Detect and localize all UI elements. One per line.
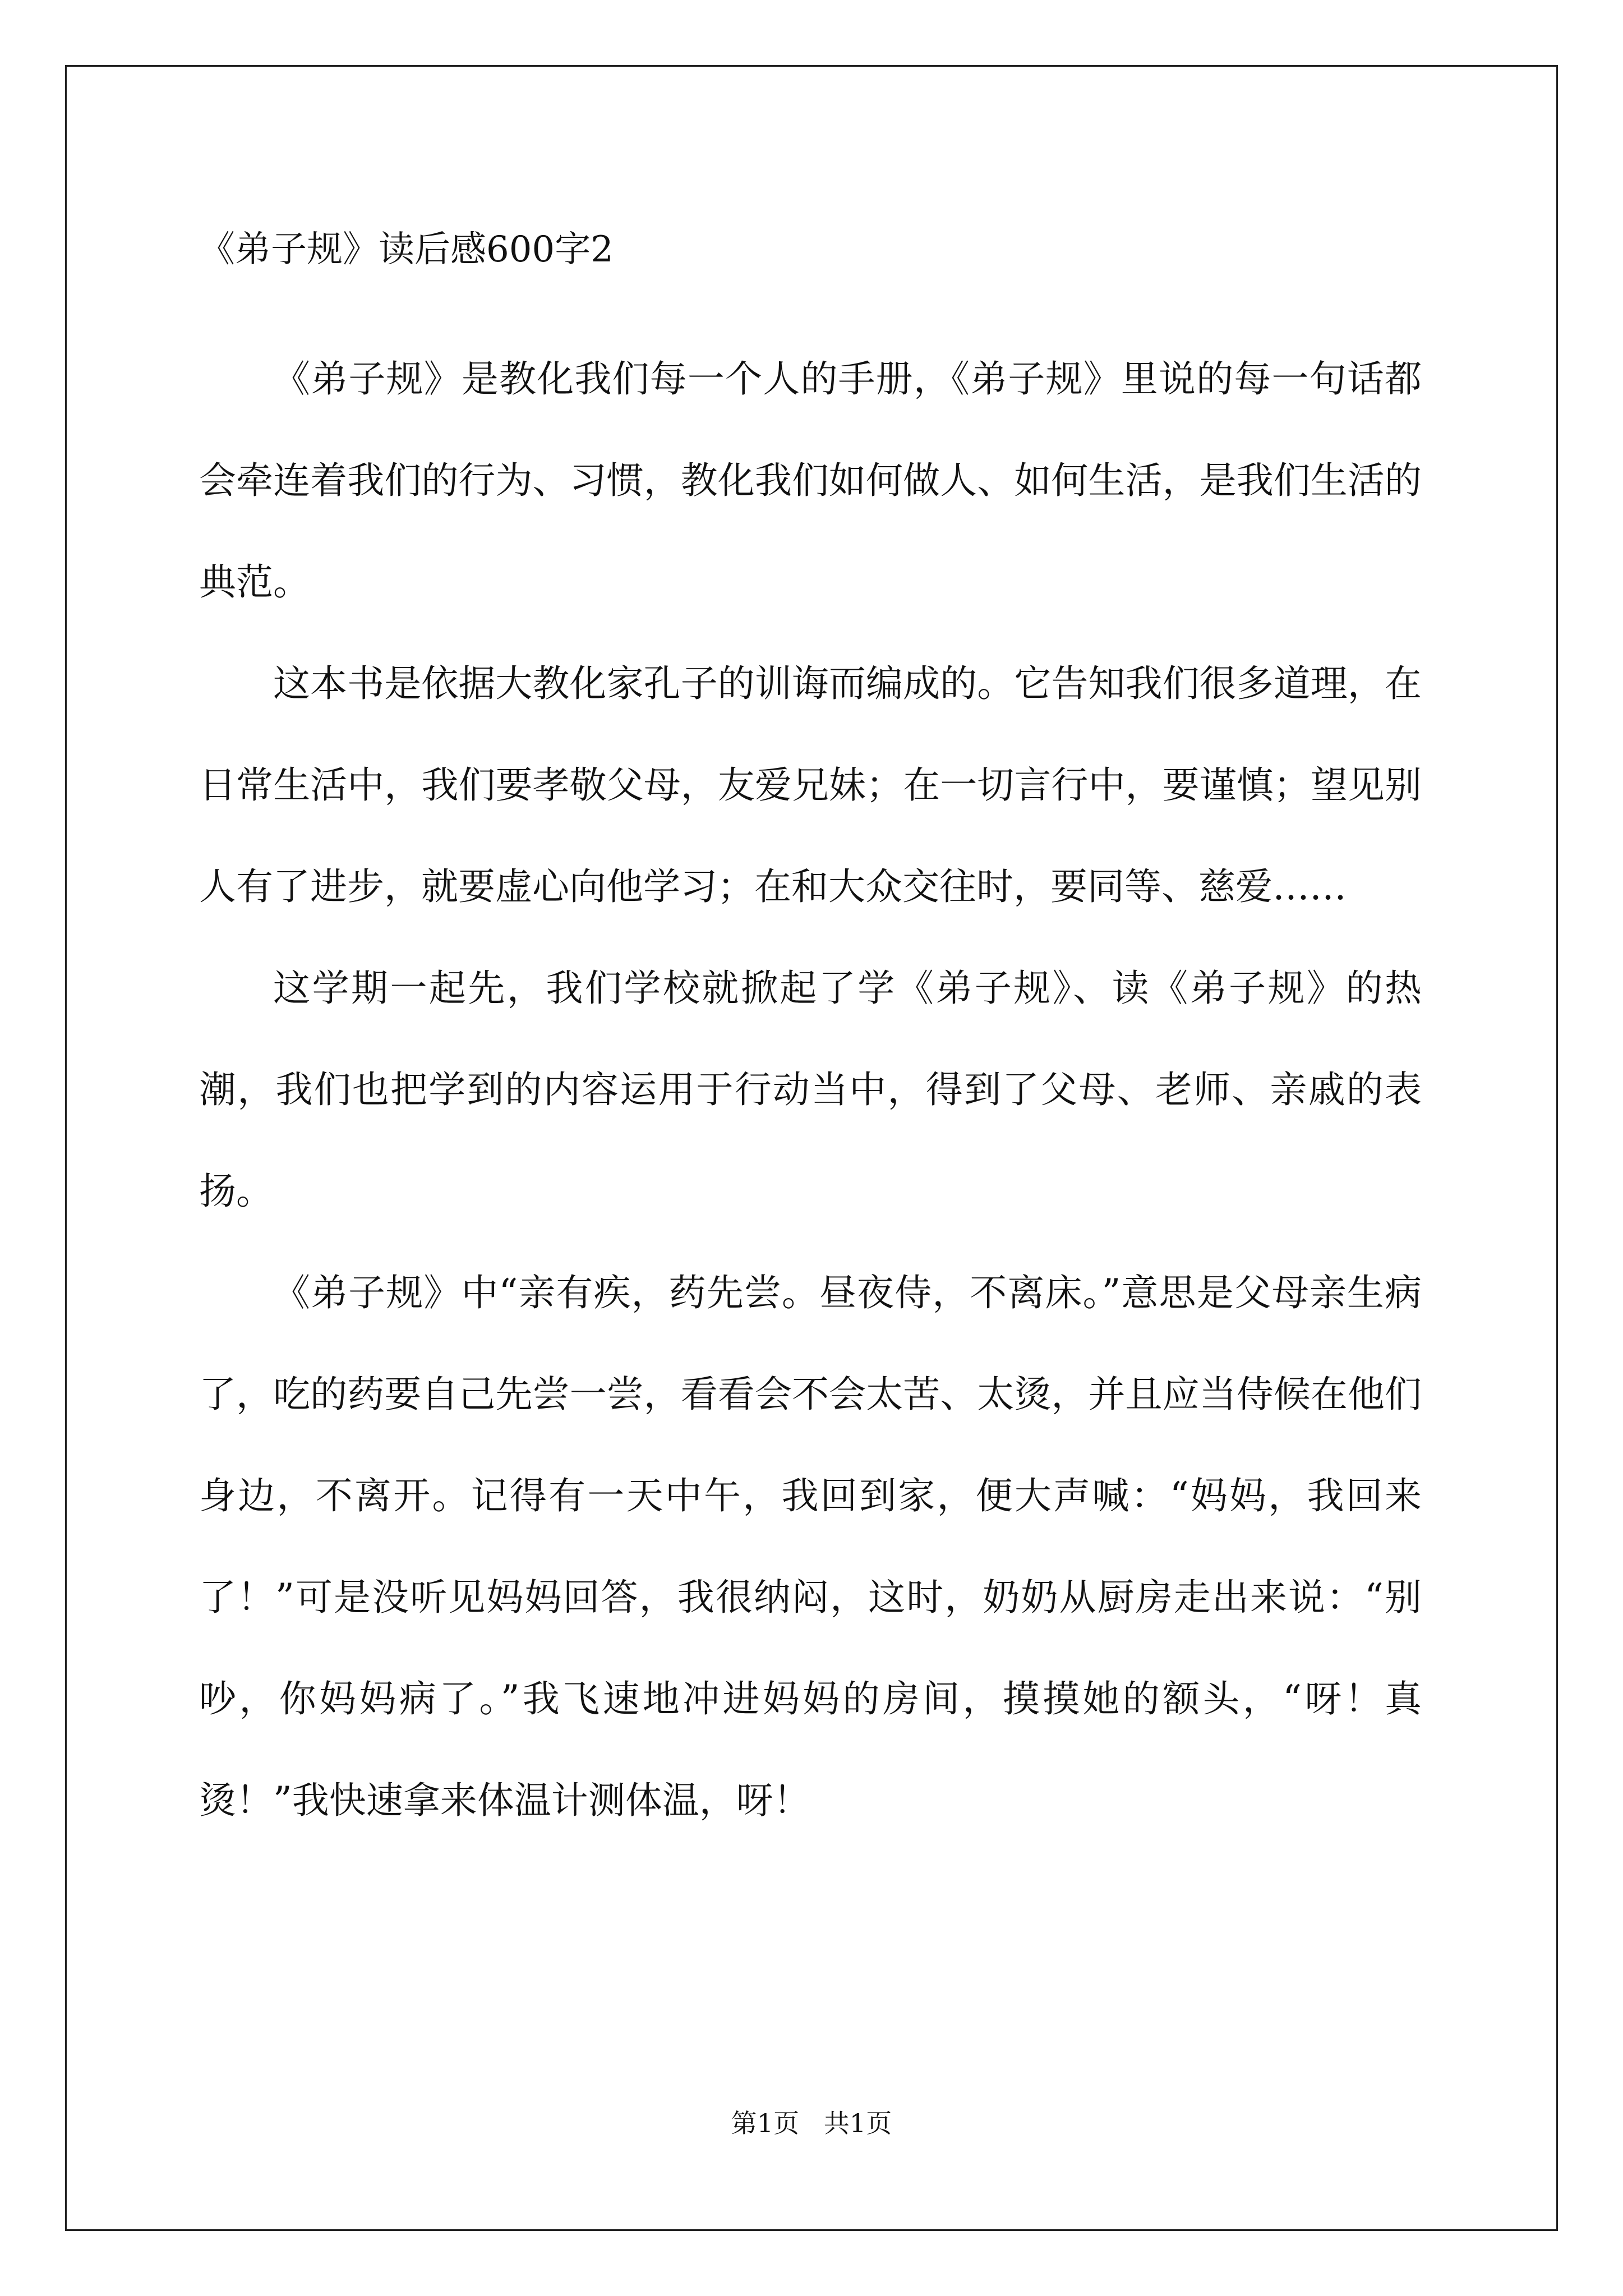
paragraph-1: 《弟子规》是教化我们每一个人的手册，《弟子规》里说的每一句话都会牵连着我们的行为、习惯，教化我们如何做人、如何生活，是我们生活的典范。 [199,357,1422,604]
document-title: 《弟子规》读后感600字2 [199,229,614,270]
page-number-footer: 第1页 共1页 [731,2108,892,2138]
paragraph-3: 这学期一起先，我们学校就掀起了学《弟子规》、读《弟子规》的热潮，我们也把学到的内容运用于行动当中，得到了父母、老师、亲戚的表扬。 [199,967,1422,1213]
document-body [199,328,1422,1851]
paragraph-4: 《弟子规》中“亲有疾，药先尝。昼夜侍，不离床。”意思是父母亲生病了，吃的药要自己先尝一尝，看看会不会太苦、太烫，并且应当侍候在他们身边，不离开。记得有一天中午，我回到家，便大声喊：“妈妈，我回来了！”可是没听见妈妈回答，我很纳闷，这时，奶奶从厨房走出来说：“别吵，你妈妈病了。”我飞速地冲进妈妈的房间，摸摸她的额头，“呀！真烫！”我快速拿来体温计测体温，呀！ [199,1271,1422,1822]
paragraph-2: 这本书是依据大教化家孔子的训诲而编成的。它告知我们很多道理，在日常生活中，我们要孝敬父母，友爱兄妹；在一切言行中，要谨慎；望见别人有了进步，就要虚心向他学习；在和大众交往时，要同等、慈爱…… [199,662,1422,908]
